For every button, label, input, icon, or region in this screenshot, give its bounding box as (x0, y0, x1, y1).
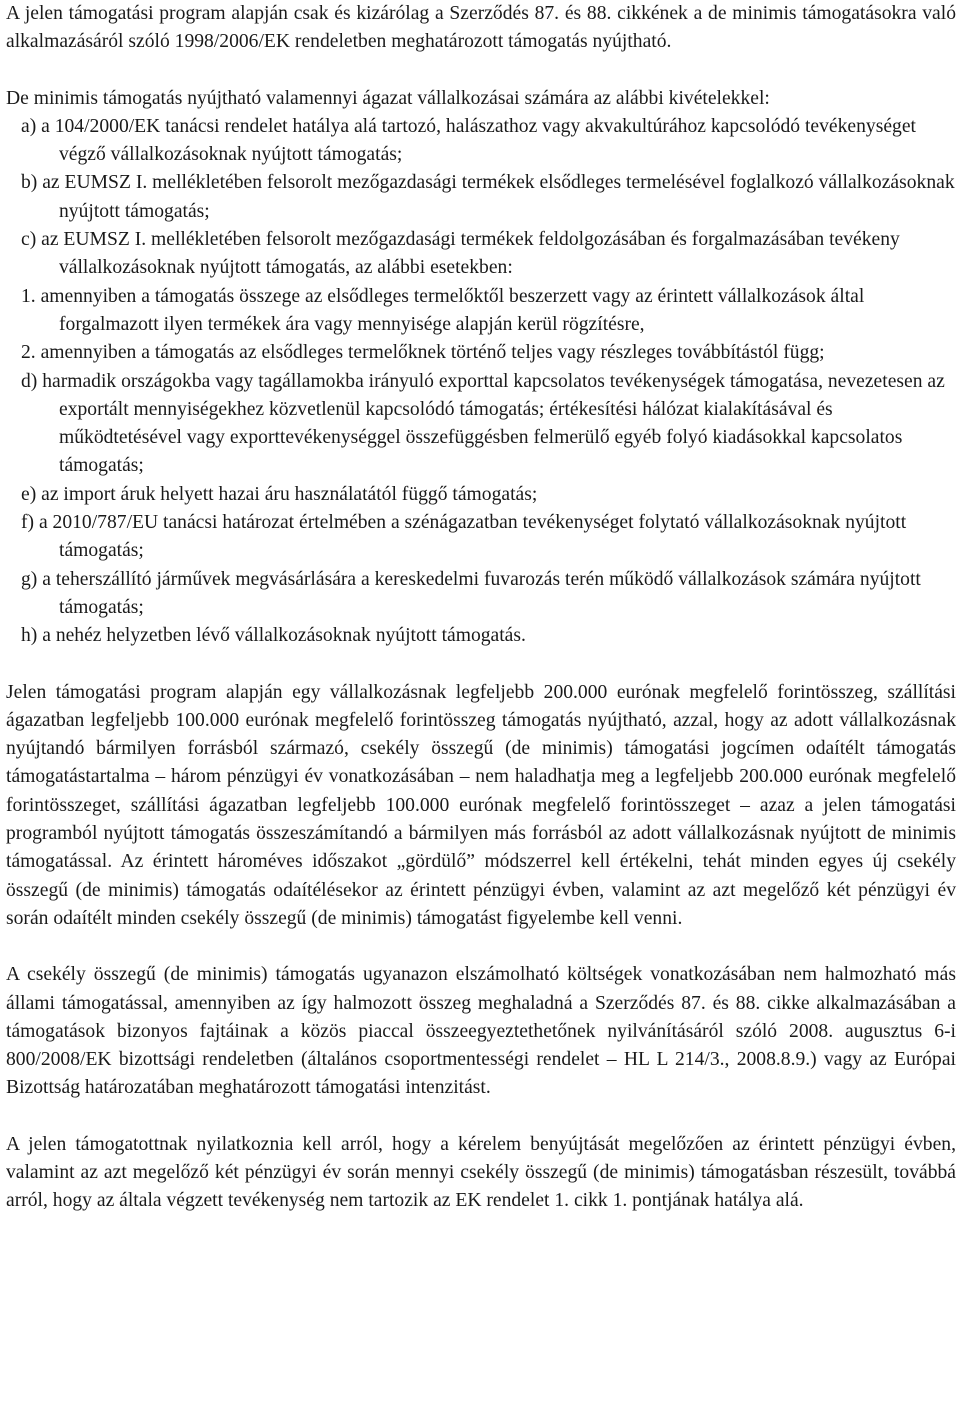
spacer (6, 57, 956, 85)
paragraph-declaration: A jelen támogatottnak nyilatkoznia kell arról, hogy a kérelem benyújtását megelőzően az érintett pénzügyi évben, valamint az azt megelőző két pénzügyi év során mennyi csekély összegű (de minimis) támogatásban részesült, továbbá arról, hogy az általa végzett tevékenység nem tartozik az EK rendelet 1. cikk 1. pontjának hatálya alá. (6, 1133, 956, 1212)
exception-item-a: a) a 104/2000/EK tanácsi rendelet hatálya alá tartozó, halászathoz vagy akvakultúrához kapcsolódó tevékenységet végző vállalkozásoknak nyújtott támogatás; (21, 115, 916, 166)
spacer (6, 651, 956, 679)
paragraph-cumulation: A csekély összegű (de minimis) támogatás ugyanazon elszámolható költségek vonatkozásában nem halmozható más állami támogatással, amennyiben az így halmozott összeg meghaladná a Szerződés 87. és 88. cikke alkalmazásában a támogatások bizonyos fajtáinak a közös piaccal összeegyeztethetőnek nyilvánításáról szóló 2008. augusztus 6-i 800/2008/EK bizottsági rendeletben (általános csoportmentességi rendelet – HL L 214/3., 2008.8.9.) vagy az Európai Bizottság határozatában meghatározott támogatási intenzitást. (6, 964, 956, 1099)
exception-item-f: f) a 2010/787/EU tanácsi határozat értelmében a szénágazatban tevékenységet folytató vállalkozásoknak nyújtott támogatás; (21, 512, 907, 562)
paragraph-legal-basis: A jelen támogatási program alapján csak és kizárólag a Szerződés 87. és 88. cikkének a de minimis támogatásokra való alkalmazásáról szóló 1998/2006/EK rendeletben meghatározott támogatás nyújtható. (6, 3, 956, 53)
exception-subitem-1: 1. amennyiben a támogatás összege az elsődleges termelőktől beszerzett vagy az érintett vállalkozások által forgalmazott ilyen termékek ára vagy mennyisége alapján kerül rögzítésre, (21, 285, 865, 335)
spacer (6, 933, 956, 961)
exception-item-g: g) a teherszállító járművek megvásárlására a kereskedelmi fuvarozás terén működő vállalkozások számára nyújtott támogatás; (21, 568, 921, 618)
paragraph-exceptions-intro: De minimis támogatás nyújtható valamennyi ágazat vállalkozásai számára az alábbi kivételekkel: (6, 87, 770, 109)
exception-item-b: b) az EUMSZ I. mellékletében felsorolt mezőgazdasági termékek elsődleges termelésével foglalkozó vállalkozásoknak nyújtott támogatás; (21, 172, 955, 222)
exception-item-h: h) a nehéz helyzetben lévő vállalkozásoknak nyújtott támogatás. (21, 625, 526, 647)
exception-item-d: d) harmadik országokba vagy tagállamokba irányuló exporttal kapcsolatos tevékenységek támogatása, nevezetesen az exportált mennyiségekhez közvetlenül kapcsolódó támogatás; értékesítési hálózat kialakításával és működtetésével vagy exporttevékenységgel összefüggésben felmerülő egyéb folyó kiadásokkal kapcsolatos támogatás; (21, 370, 945, 477)
spacer (6, 1103, 956, 1131)
exception-item-c: c) az EUMSZ I. mellékletében felsorolt mezőgazdasági termékek feldolgozásában és forgalmazásában tevékeny vállalkozásoknak nyújtott támogatás, az alábbi esetekben: (21, 229, 900, 279)
exception-item-e: e) az import áruk helyett hazai áru használatától függő támogatás; (21, 483, 538, 505)
exceptions-list (6, 113, 956, 651)
exception-subitem-2: 2. amennyiben a támogatás az elsődleges termelőknek történő teljes vagy részleges továbbítástól függ; (21, 342, 825, 364)
paragraph-aid-ceiling: Jelen támogatási program alapján egy vállalkozásnak legfeljebb 200.000 eurónak megfelelő forintösszeg, szállítási ágazatban legfeljebb 100.000 eurónak megfelelő forintösszeg támogatás nyújtható, azzal, hogy az adott vállalkozásnak nyújtandó bármilyen forrásból származó, csekély összegű (de minimis) támogatási jogcímen odaítélt támogatás támogatástartalma – három pénzügyi év vonatkozásában – nem haladhatja meg a legfeljebb 200.000 eurónak megfelelő forintösszeget, szállítási ágazatban legfeljebb 100.000 eurónak megfelelő forintösszeget – azaz a jelen támogatási programból nyújtott támogatás összeszámítandó a bármilyen más forrásból az adott vállalkozásnak nyújtott de minimis támogatással. Az érintett hároméves időszakot „gördülő” módszerrel kell értékelni, tehát minden egyes új csekély összegű (de minimis) támogatás odaítélésekor az érintett pénzügyi évben, valamint az azt megelőző két pénzügyi év során odaítélt minden csekély összegű (de minimis) támogatást figyelembe kell venni. (6, 681, 956, 929)
